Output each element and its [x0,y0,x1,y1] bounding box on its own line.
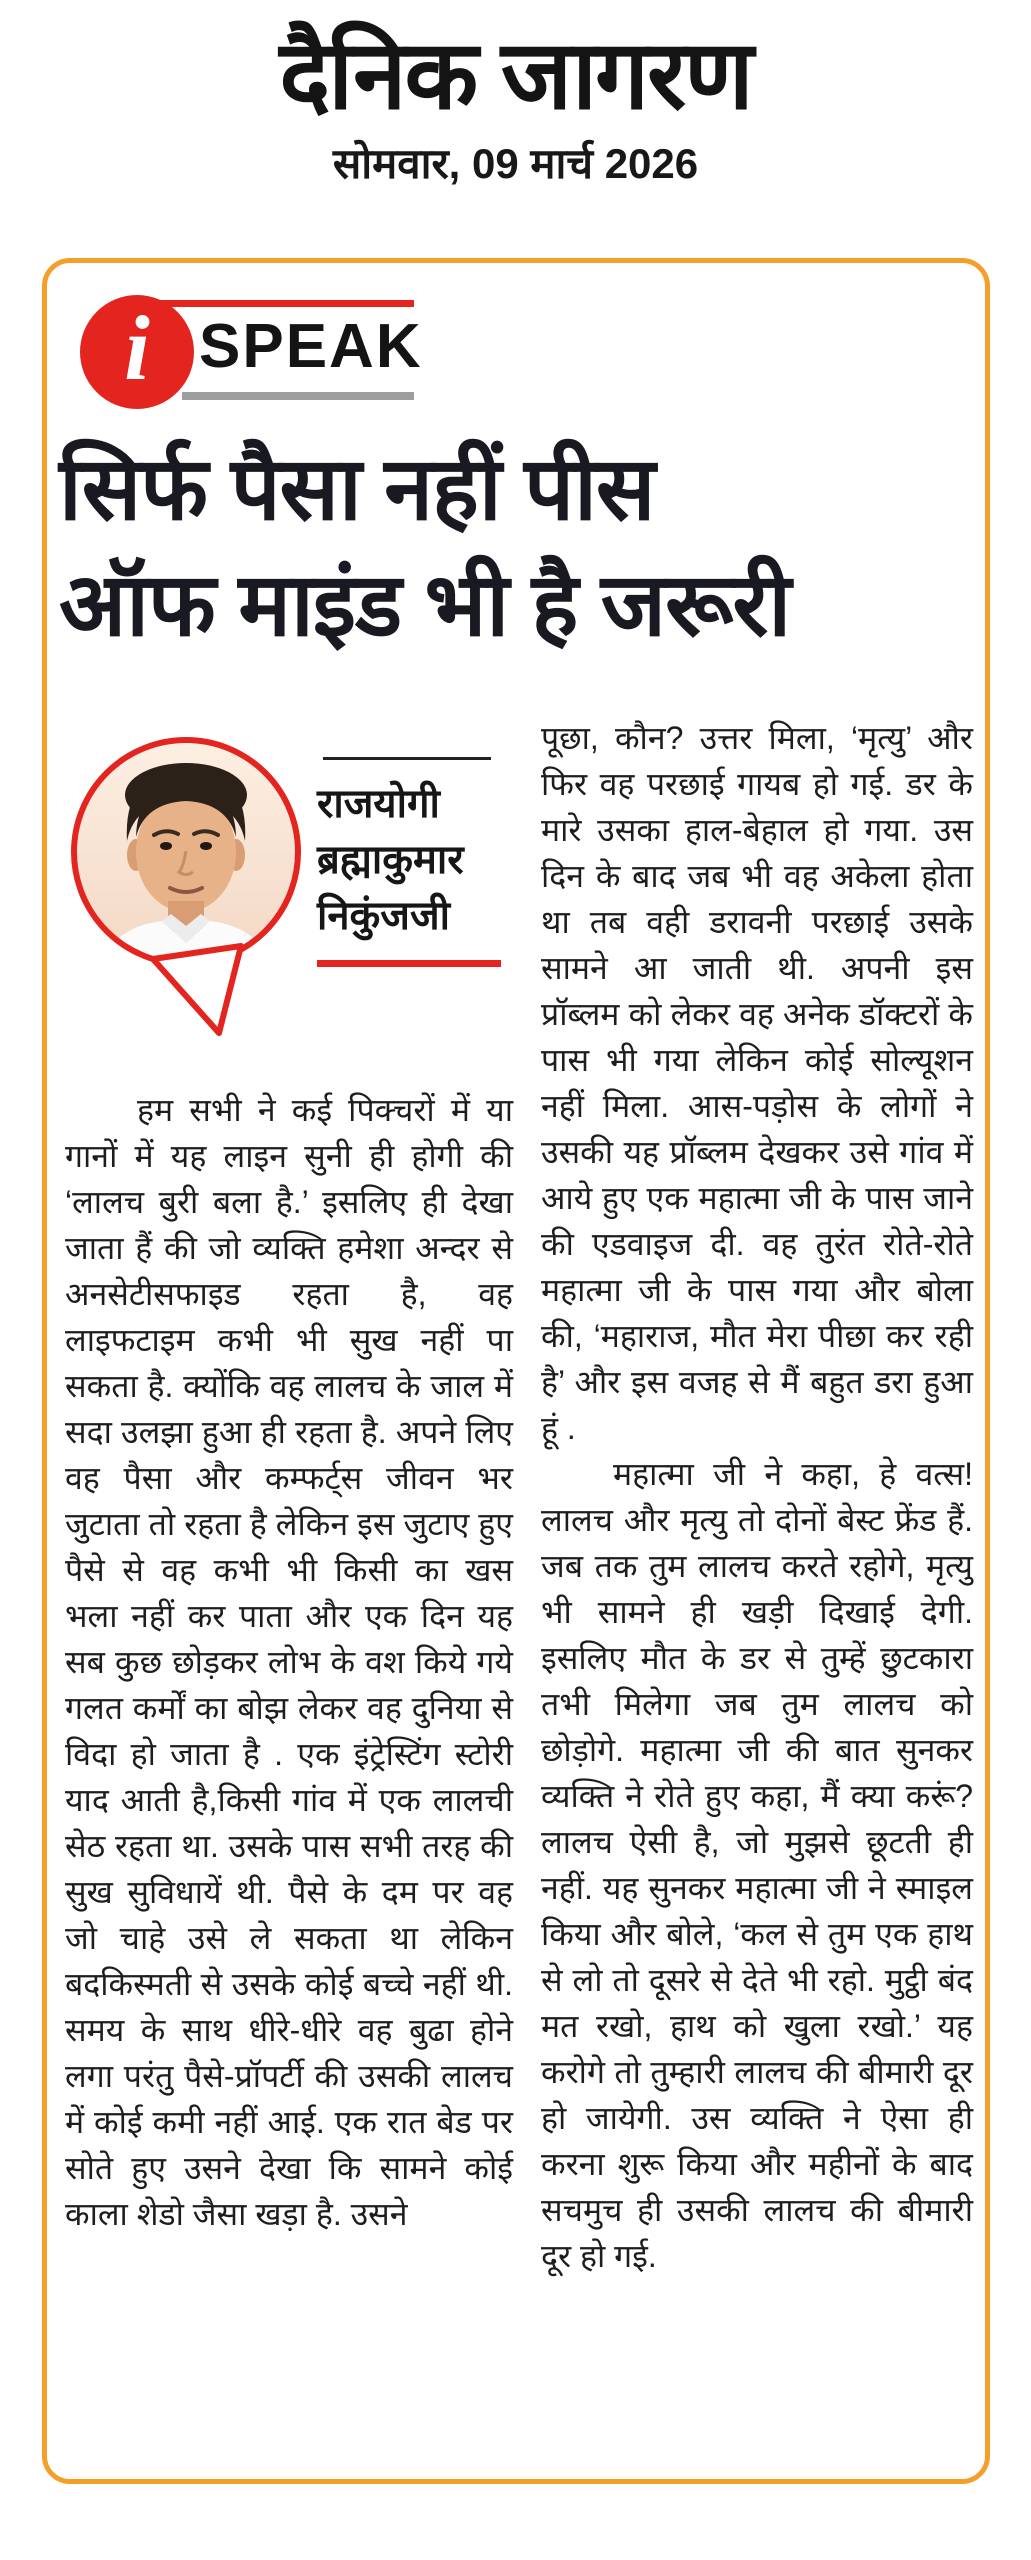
headline-line1: सिर्फ पैसा नहीं पीस [59,439,655,538]
masthead-date: सोमवार, 09 मार्च 2026 [332,140,699,187]
article-body [65,715,973,2465]
column-right [541,715,973,2465]
logo-red-rule [159,300,414,307]
ispeak-i-letter: i [124,297,150,399]
article-headline [59,431,979,663]
author-caption [317,757,513,967]
author-caption-line3: निकुंजजी [317,894,450,938]
ispeak-speak-label: SPEAK [199,312,423,381]
caption-top-rule [323,757,491,760]
headline-line2: ऑफ माइंड भी है जरूरी [59,555,791,654]
article-box [42,258,990,2484]
article-paragraph-right-1: पूछा, कौन? उत्तर मिला, ‘मृत्यु’ और फिर वह परछाई गायब हो गई. डर के मारे उसका हाल-बेहाल हो गया. उस दिन के बाद जब भी वह अकेला होता था तब वही डरावनी परछाई उसके सामने आ जाती थी. अपनी इस प्रॉब्लम को लेकर वह अनेक डॉक्टरों के पास भी गया लेकिन कोई सोल्यूशन नहीं मिला. आस-पड़ोस के लोगों ने उसकी यह प्रॉब्लम देखकर उसे गांव में आये हुए एक महात्मा जी के पास जाने की एडवाइज दी. वह तुरंत रोते-रोते महात्मा जी के पास गया और बोला की, ‘महाराज, मौत मेरा पीछा कर रही है’ और इस वजह से मैं बहुत डरा हुआ हूं . [541,720,973,1446]
author-block [65,715,513,1087]
newspaper-title: दैनिक जागरण [279,22,752,129]
column-left [65,715,513,2465]
author-caption-line1: राजयोगी [317,782,440,826]
ispeak-i-circle [80,295,194,409]
caption-bottom-rule [317,960,501,967]
logo-gray-rule [182,392,414,400]
ispeak-logo [47,263,467,413]
article-paragraph-right-2: महात्मा जी ने कहा, हे वत्स! लालच और मृत्यु तो दोनों बेस्ट फ्रेंड हैं. जब तक तुम लालच करते रहोगे, मृत्यु भी सामने ही खड़ी दिखाई देगी. इसलिए मौत के डर से तुम्हें छुटकारा तभी मिलेगा जब तुम लालच को छोड़ोगे. महात्मा जी की बात सुनकर व्यक्ति ने रोते हुए कहा, मैं क्या करूं? लालच ऐसी है, जो मुझसे छूटती ही नहीं. यह सुनकर महात्मा जी ने स्माइल किया और बोले, ‘कल से तुम एक हाथ से लो तो दूसरे से देते भी रहो. मुट्ठी बंद मत रखो, हाथ को खुला रखो.’ यह करोगे तो तुम्हारी लालच की बीमारी दूर हो जायेगी. उस व्यक्ति ने ऐसा ही करना शुरू किया और महीनों के बाद सचमुच ही उसकी लालच की बीमारी दूर हो गई. [541,1456,973,2274]
author-caption-line2: ब्रह्माकुमार [317,838,464,882]
article-paragraph-left: हम सभी ने कई पिक्चरों में या गानों में यह लाइन सुनी ही होगी की ‘लालच बुरी बला है.’ इसलिए ही देखा जाता हैं की जो व्यक्ति हमेशा अन्दर से अनसेटीसफाइड रहता है, वह लाइफटाइम कभी भी सुख नहीं पा सकता है. क्योंकि वह लालच के जाल में सदा उलझा हुआ ही रहता है. अपने लिए वह पैसा और कम्फर्ट्स जीवन भर जुटाता तो रहता है लेकिन इस जुटाए हुए पैसे से वह कभी भी किसी का खस भला नहीं कर पाता और एक दिन यह सब कुछ छोड़कर लोभ के वश किये गये गलत कर्मों का बोझ लेकर वह दुनिया से विदा हो जाता है . एक इंट्रेस्टिंग स्टोरी याद आती है,किसी गांव में एक लालची सेठ रहता था. उसके पास सभी तरह की सुख सुविधायें थी. पैसे के दम पर वह जो चाहे उसे ले सकता था लेकिन बदकिस्मती से उसके कोई बच्चे नहीं थी. समय के साथ धीरे-धीरे वह बुढा होने लगा परंतु पैसे-प्रॉपर्टी की उसकी लालच में कोई कमी नहीं आई. एक रात बेड पर सोते हुए उसने देखा कि सामने कोई काला शेडो जैसा खड़ा है. उसने [65,1092,513,2232]
masthead [0,0,1031,190]
author-photo [67,731,309,1043]
